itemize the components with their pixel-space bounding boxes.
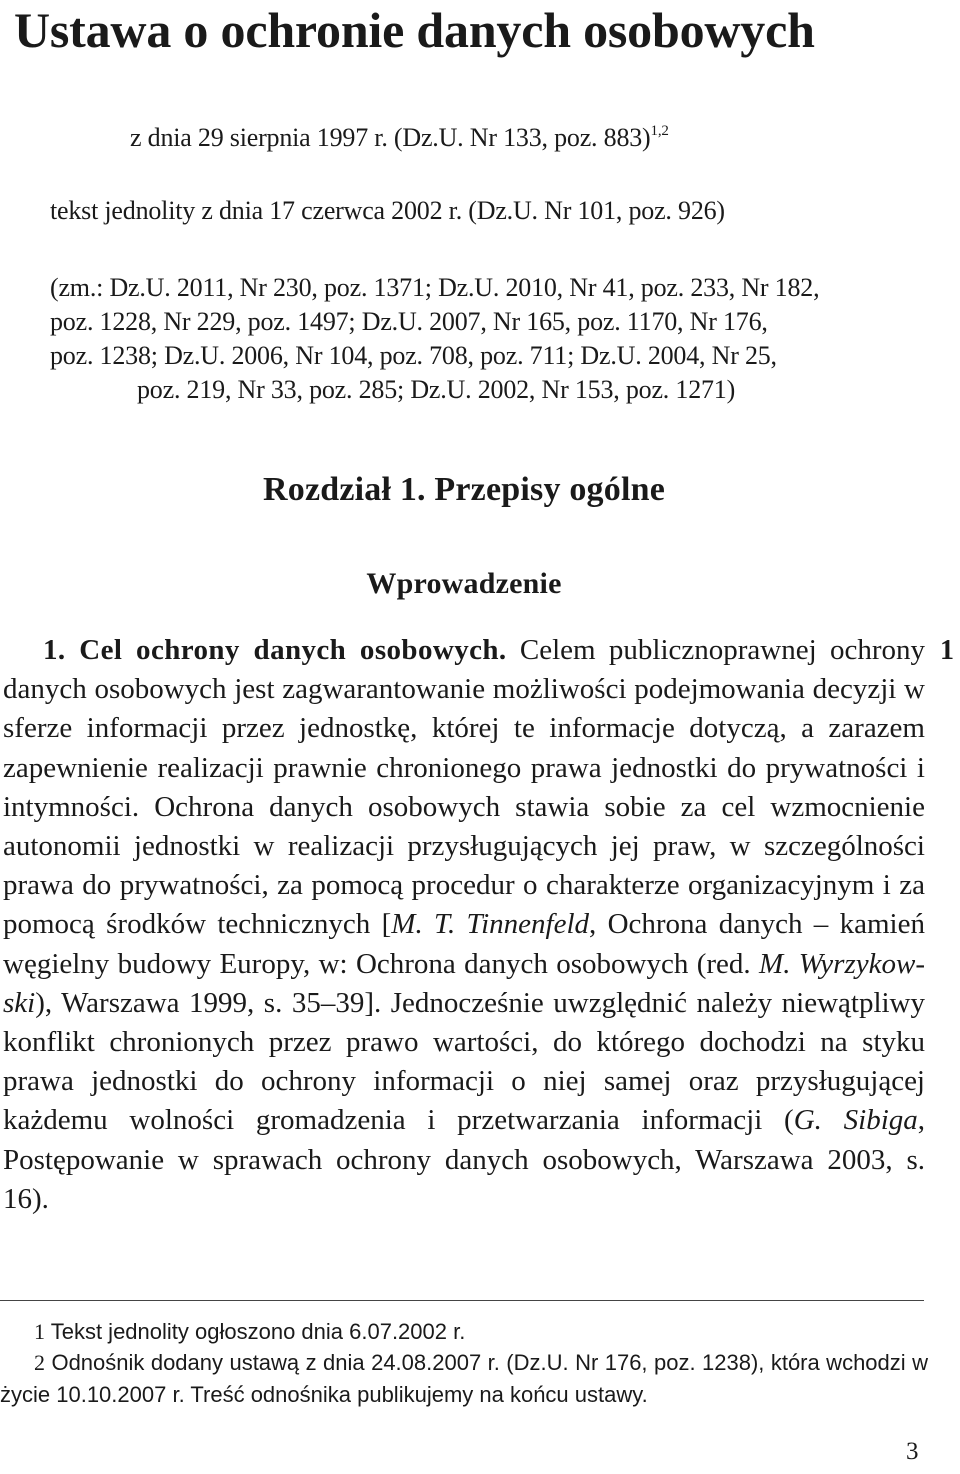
amendment-line: poz. 219, Nr 33, poz. 285; Dz.U. 2002, Nr 153, poz. 1271) [137,375,736,404]
section-heading: Wprowadzenie [366,567,562,600]
amendment-line: poz. 1228, Nr 229, poz. 1497; Dz.U. 2007, Nr 165, poz. 1170, Nr 176, [50,307,768,336]
amendment-line: (zm.: Dz.U. 2011, Nr 230, poz. 1371; Dz.U. 2010, Nr 41, poz. 233, Nr 182, [50,273,820,302]
editor-name: M. Wyrzykowski [3,947,925,1019]
paragraph-text: , Ochrona danych – kamień węgielny budowy Europy, w: Ochrona danych osobowych (red. [3,908,925,980]
paragraph-text: , Postępowanie w sprawach ochrony danych osobowych, Warszawa 2003, s. 16). [3,1104,926,1215]
footnote-reference[interactable]: 1,2 [650,123,669,139]
document-title: Ustawa o ochronie danych osobowych [14,2,815,58]
paragraph-text: ), Warszawa 1999, s. 35–39]. Jednocześnie uwzględnić należy niewątpliwy konflikt chronionych przez prawo wartości, do którego dochodzi na styku prawa jednostki do ochrony informacji o niej samej oraz przysługującej każdemu wolności gromadzenia i przetwarzania informacji ( [3,986,925,1137]
footnote-text: Odnośnik dodany ustawą z dnia 24.08.2007 r. (Dz.U. Nr 176, poz. 1238), która wchodzi w życie 10.10.2007 r. Treść odnośnika publikujemy na końcu ustawy. [0,1350,928,1407]
commentary-paragraph [3,631,925,1219]
margin-number: 1 [940,635,954,666]
footnote-number: 2 [34,1350,45,1375]
author-name: G. Sibiga [793,1104,918,1137]
amendment-line: poz. 1238; Dz.U. 2006, Nr 104, poz. 708, poz. 711; Dz.U. 2004, Nr 25, [50,341,777,370]
act-date-text: z dnia 29 sierpnia 1997 r. (Dz.U. Nr 133, poz. 883) [130,123,651,152]
footnote-separator [0,1300,924,1301]
footnote-number: 1 [34,1319,45,1344]
paragraph-lead: 1. Cel ochrony danych osobowych. [43,634,507,666]
chapter-heading: Rozdział 1. Przepisy ogólne [262,471,665,508]
footnote [34,1316,465,1348]
author-name: M. T. Tinnenfeld [391,908,589,941]
page-number: 3 [906,1438,919,1465]
paragraph-text: Celem publicznoprawnej ochrony danych osobowych jest zagwarantowanie możliwości podejmowania decyzji w sferze informacji przez jednostkę, której te informacje dotyczą, a zarazem zapewnienie realizacji prawnie chronionego prawa jednostki do prywatności i intymności. Ochrona danych osobowych stawia sobie za cel wzmocnienie autonomii jednostki w realizacji przysługujących jej praw, w szczególności prawa do prywatności, za pomocą procedur o charakterze organizacyjnym i za pomocą środków technicznych [ [3,634,925,941]
consolidated-text-line: tekst jednolity z dnia 17 czerwca 2002 r. (Dz.U. Nr 101, poz. 926) [50,196,725,225]
act-date-line [130,120,669,156]
footnote-text: Tekst jednolity ogłoszono dnia 6.07.2002 r. [50,1319,466,1344]
paragraph-indent [3,634,43,666]
footnote [0,1347,928,1411]
